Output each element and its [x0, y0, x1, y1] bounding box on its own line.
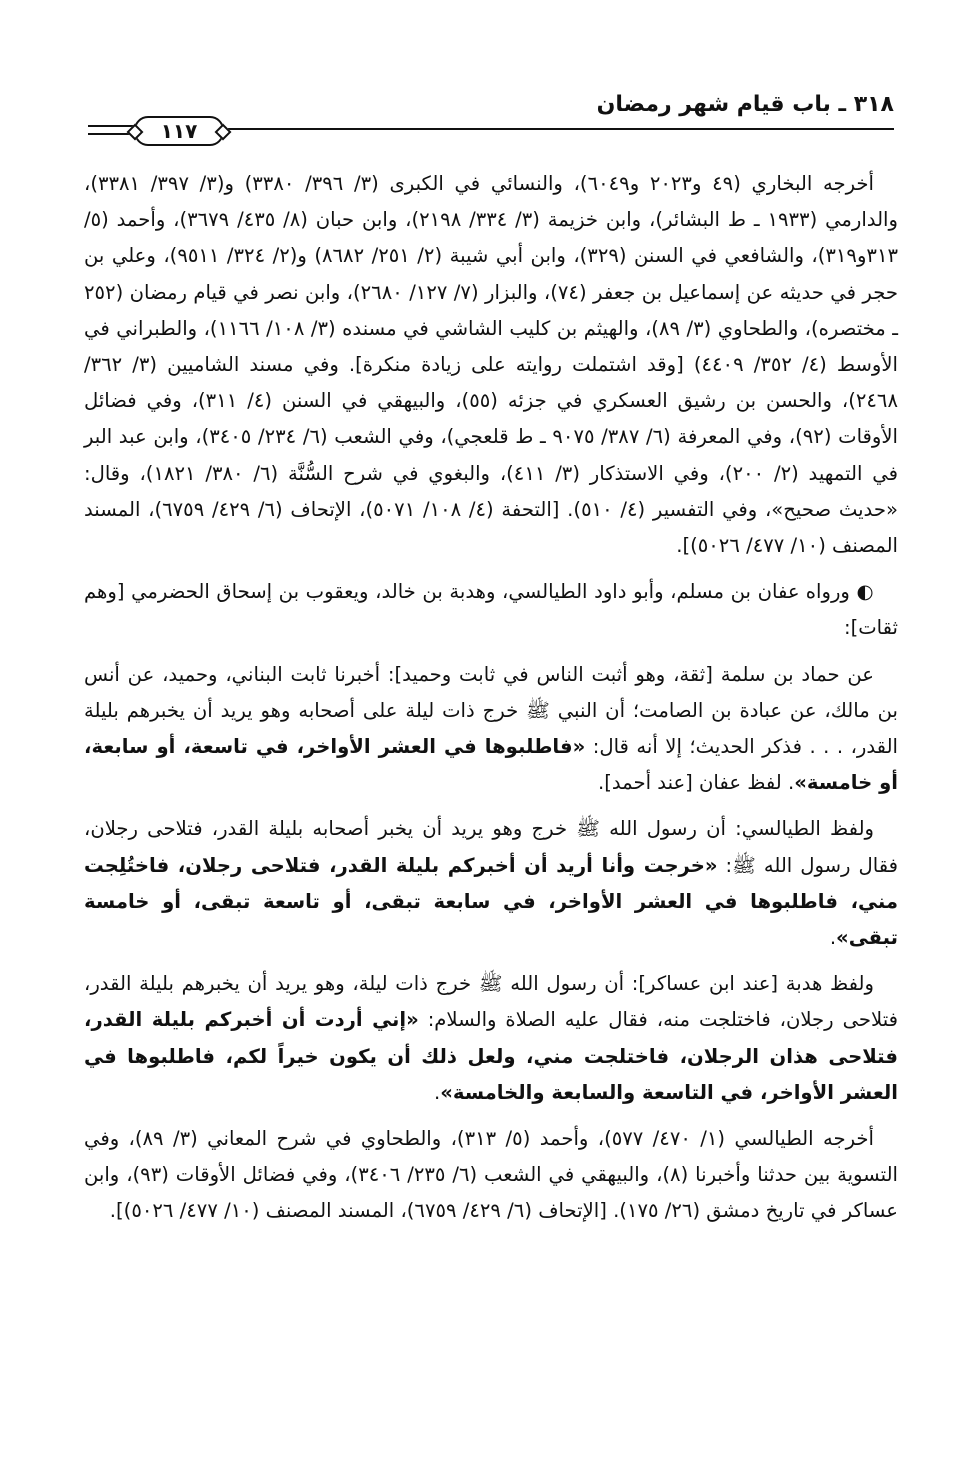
hammad-narration-quote: «فاطلبوها في العشر الأواخر، في تاسعة، أو سابعة، أو خامسة» — [84, 735, 898, 795]
hammad-narration-tail: . لفظ عفان [عند أحمد]. — [598, 771, 795, 795]
tayalisi-wording-text: ولفظ الطيالسي: أن رسول الله ﷺ خرج وهو يريد أن يخبر أصحابه بليلة القدر، فتلاحى رجلان، فقال رسول الله ﷺ: — [84, 817, 898, 877]
takhrij-paragraph-1: أخرجه البخاري (٤٩ و٢٠٢٣ و٦٠٤٩)، والنسائي في الكبرى (٣/ ٣٩٦/ ٣٣٨٠) و(٣/ ٣٩٧/ ٣٣٨١)، والدارمي (١٩٣٣ ـ ط البشائر)، وابن خزيمة (٣/ ٣٣٤/ ٢١٩٨)، وابن حبان (٨/ ٤٣٥/ ٣٦٧٩)، وأحمد (٥/ ٣١٣و٣١٩)، والشافعي في السنن (٣٢٩)، وابن أبي شيبة (٢/ ٢٥١/ ٨٦٨٢) و(٢/ ٣٢٤/ ٩٥١١)، وعلي بن حجر في حديثه عن إسماعيل بن جعفر (٧٤)، والبزار (٧/ ١٢٧/ ٢٦٨٠)، وابن نصر في قيام رمضان (٢٥٢ ـ مختصره)، والطحاوي (٣/ ٨٩)، والهيثم بن كليب الشاشي في مسنده (٣/ ١٠٨/ ١١٦٦)، والطبراني في الأوسط (٤/ ٣٥٢/ ٤٤٠٩) [وقد اشتملت روايته على زيادة منكرة]. وفي مسند الشاميين (٣/ ٣٦٢/ ٢٤٦٨)، والحسن بن رشيق العسكري في جزئه (٥٥)، والبيهقي في السنن (٤/ ٣١١)، وفي فضائل الأوقات (٩٢)، وفي المعرفة (٦/ ٣٨٧/ ٩٠٧٥ ـ ط قلعجي)، وفي الشعب (٦/ ٢٣٤/ ٣٤٠٥)، وابن عبد البر في التمهيد (٢/ ٢٠٠)، وفي الاستذكار (٣/ ٤١١)، والبغوي في شرح السُّنَّة (٦/ ٣٨٠/ ١٨٢١)، وقال: «حديث صحيح»، وفي التفسير (٤/ ٥١٠). [التحفة (٤/ ١٠٨/ ٥٠٧١)، الإتحاف (٦/ ٤٢٩/ ٦٧٥٩)، المسند المصنف (١٠/ ٤٧٧/ ٥٠٢٦)]. — [84, 172, 898, 558]
narration-intro-paragraph — [84, 574, 898, 646]
hudba-wording-tail: . — [433, 1080, 441, 1104]
page-header — [88, 88, 894, 148]
takhrij-paragraph-2: أخرجه الطيالسي (١/ ٤٧٠/ ٥٧٧)، وأحمد (٥/ ٣١٣)، والطحاوي في شرح المعاني (٣/ ٨٩)، وفي التسوية بين حدثنا وأخبرنا (٨)، والبيهقي في الشعب (٦/ ٢٣٥/ ٣٤٠٦)، وفي فضائل الأوقات (٩٣)، وابن عساكر في تاريخ دمشق (٢٦/ ١٧٥). [الإتحاف (٦/ ٤٢٩/ ٦٧٥٩)، المسند المصنف (١٠/ ٤٧٧/ ٥٠٢٦)]. — [84, 1127, 898, 1223]
tayalisi-wording-tail: . — [829, 926, 837, 950]
hadith-number-ornament — [88, 116, 224, 146]
tayalisi-wording-paragraph — [84, 811, 898, 956]
tayalisi-wording-quote: «خرجت وأنا أريد أن أخبركم بليلة القدر، فتلاحى رجلان، فاختُلِجت مني، فاطلبوها في العشر الأواخر، في سابعة تبقى، أو تاسعة تبقى، أو خامسة تبقى» — [84, 853, 898, 950]
paragraph-bullet-icon: ◐ — [856, 580, 874, 604]
running-title: ٣١٨ ـ باب قيام شهر رمضان — [596, 92, 894, 117]
hudba-wording-text: ولفظ هدبة [عند ابن عساكر]: أن رسول الله ﷺ خرج ذات ليلة، وهو يريد أن يخبرهم بليلة القدر، فتلاحى رجلان، فاختلجت منه، فقال عليه الصلاة والسلام: — [84, 972, 898, 1032]
narration-intro-text: ورواه عفان بن مسلم، وأبو داود الطيالسي، وهدبة بن خالد، ويعقوب بن إسحاق الحضرمي [وهم ثقات]: — [84, 580, 898, 640]
hudba-wording-quote: «إني أردت أن أخبركم بليلة القدر، فتلاحى هذان الرجلان، فاختلجت مني، ولعل ذلك أن يكون خيراً لكم، فاطلبوها في العشر الأواخر، في التاسعة والسابعة والخامسة» — [84, 1008, 898, 1104]
hadith-number-badge: ١١٧ — [134, 116, 224, 146]
body-text — [84, 166, 898, 1230]
hammad-narration-text: عن حماد بن سلمة [ثقة، وهو أثبت الناس في ثابت وحميد]: أخبرنا ثابت البناني، وحميد، عن أنس بن مالك، عن عبادة بن الصامت؛ أن النبي ﷺ خرج ذات ليلة على أصحابه وهو يريد أن يخبرهم بليلة القدر، . . . فذكر الحديث؛ إلا أنه قال: — [84, 662, 899, 759]
hudba-wording-paragraph — [84, 966, 898, 1111]
header-rule — [228, 128, 894, 130]
hammad-narration-paragraph — [84, 657, 898, 802]
